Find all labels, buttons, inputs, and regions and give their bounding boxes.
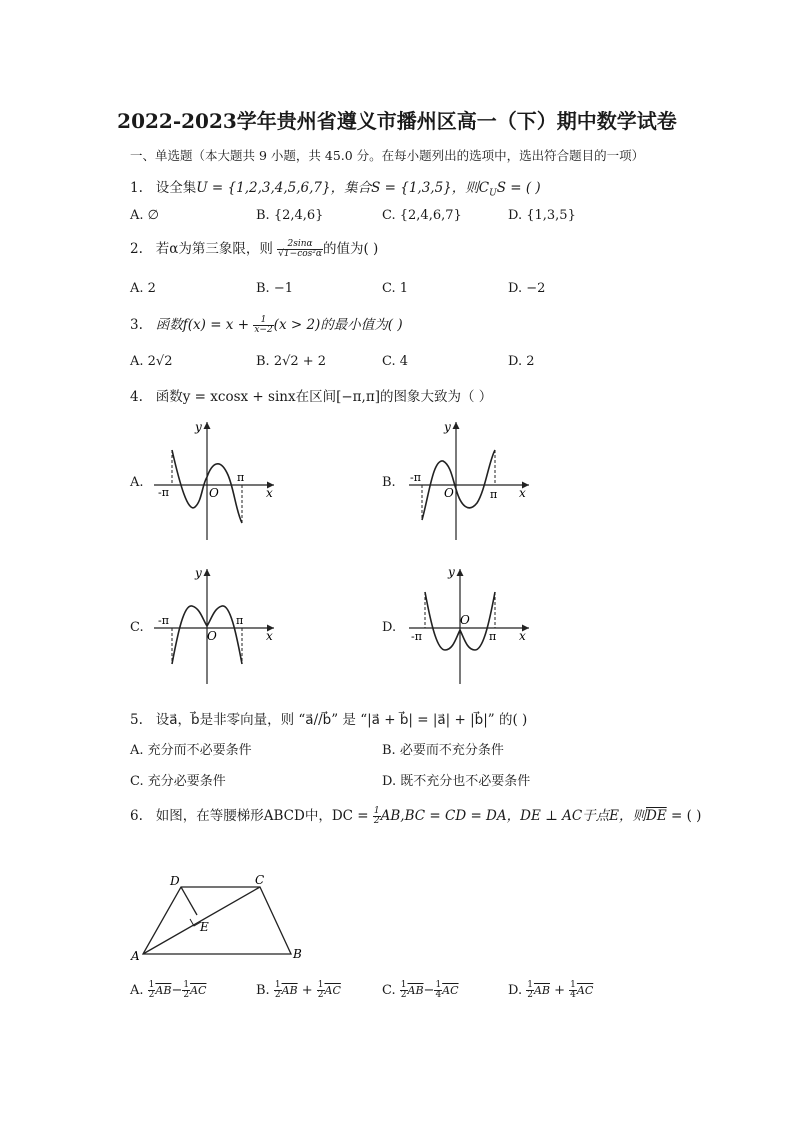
fraction (373, 807, 381, 826)
x-label: x (519, 486, 526, 500)
point-e-label: E (200, 920, 209, 934)
stem-math: S = ( ) (496, 180, 541, 196)
q6-option-d[interactable] (508, 981, 593, 1000)
operator: + (297, 983, 317, 998)
q6-option-a[interactable] (130, 981, 206, 1000)
question-1-stem (130, 176, 541, 199)
question-number: 4. (130, 389, 143, 405)
denominator: x−2 (254, 325, 273, 335)
vector: $\overline{AB}$ (407, 984, 424, 997)
vector-de: $\overline{DE}$ (646, 808, 667, 824)
q3-option-d[interactable]: D. 2 (508, 354, 535, 369)
q3-option-b[interactable]: B. 2√2 + 2 (256, 354, 327, 369)
question-number: 3. (130, 317, 143, 333)
y-label: y (448, 565, 455, 579)
question-4-stem (130, 385, 492, 405)
question-number: 5. (130, 712, 143, 728)
option-label: A. (130, 983, 144, 998)
q4-option-b[interactable]: B. (382, 475, 396, 490)
q5-option-d[interactable]: D. 既不充分也不必要条件 (382, 774, 531, 789)
pi-label: π (489, 630, 497, 643)
question-5-stem (130, 708, 527, 728)
fraction (526, 981, 534, 1000)
stem-math: U = {1,2,3,4,5,6,7}，集合 (196, 180, 372, 196)
neg-pi-label: -π (158, 486, 169, 499)
stem-text: 设a⃗，b⃗是非零向量，则 “a⃗//b⃗” 是 “|a⃗ + b⃗| = |a⃗| + |b⃗|” 的( ) (155, 712, 528, 728)
denominator: 2 (317, 990, 324, 1000)
q4-option-c[interactable]: C. (130, 620, 144, 635)
stem-subscript: U (489, 188, 497, 199)
graph-d (405, 562, 535, 690)
trapezoid-figure (128, 868, 318, 968)
point-a-label: A (131, 949, 140, 963)
origin-label: O (209, 486, 219, 500)
stem-text: 的值为( ) (322, 241, 379, 257)
vector: $\overline{AB}$ (533, 984, 550, 997)
vector: $\overline{AC}$ (576, 984, 594, 997)
stem-math: C (478, 180, 490, 196)
numerator: 1 (274, 980, 281, 990)
q1-option-b[interactable]: B. {2,4,6} (256, 208, 324, 223)
stem-math: (x > 2)的最小值为( ) (273, 317, 403, 333)
x-label: x (266, 629, 273, 643)
q3-option-a[interactable]: A. 2√2 (130, 354, 173, 369)
q5-option-a[interactable]: A. 充分而不必要条件 (130, 743, 252, 758)
neg-pi-label: -π (411, 630, 422, 643)
stem-text: 若α为第三象限，则 (155, 241, 273, 257)
q4-option-a[interactable]: A. (130, 475, 144, 490)
x-label: x (266, 486, 273, 500)
neg-pi-label: -π (158, 614, 169, 627)
q1-option-c[interactable]: C. {2,4,6,7} (382, 208, 462, 223)
option-label: D. (508, 983, 523, 998)
fraction (569, 981, 577, 1000)
fraction (317, 981, 325, 1000)
operator: − (171, 983, 183, 998)
stem-text: 设全集 (155, 180, 197, 196)
graph-a (150, 415, 280, 543)
question-6-stem (130, 804, 701, 826)
fraction (182, 981, 190, 1000)
q6-option-c[interactable] (382, 981, 459, 1000)
fraction (434, 981, 442, 1000)
q2-option-c[interactable]: C. 1 (382, 281, 409, 296)
graph-b (405, 415, 535, 543)
numerator: 1 (435, 980, 442, 990)
q2-option-a[interactable]: A. 2 (130, 281, 156, 296)
q3-option-c[interactable]: C. 4 (382, 354, 409, 369)
denominator: 2 (527, 990, 533, 1000)
pi-label: π (237, 471, 245, 484)
stem-math: AB,BC = CD = DA，DE ⊥ AC于点E，则 (380, 808, 647, 824)
stem-text: 函数y = xcosx + sinx在区间[−π,π]的图象大致为（ ） (155, 389, 493, 405)
question-2-stem (130, 237, 378, 259)
q5-option-b[interactable]: B. 必要而不充分条件 (382, 743, 504, 758)
numerator: 1 (260, 315, 267, 325)
segment-de (181, 887, 197, 915)
numerator: 1 (373, 806, 380, 816)
stem-text: = ( ) (666, 808, 702, 824)
fraction (253, 316, 273, 335)
numerator: 2sinα (287, 239, 313, 249)
numerator: 1 (317, 980, 324, 990)
denominator: 2 (183, 990, 190, 1000)
y-label: y (195, 420, 202, 434)
q2-option-d[interactable]: D. −2 (508, 281, 546, 296)
section-heading: 一、单选题（本大题共 9 小题，共 45.0 分。在每小题列出的选项中，选出符合题目的一项） (130, 148, 645, 163)
vector: $\overline{AC}$ (190, 984, 207, 997)
origin-label: O (460, 613, 470, 627)
origin-label: O (444, 486, 454, 500)
q2-option-b[interactable]: B. −1 (256, 281, 293, 296)
exam-title: 2022-2023学年贵州省遵义市播州区高一（下）期中数学试卷 (117, 109, 677, 133)
pi-label: π (236, 614, 244, 627)
question-number: 1. (130, 180, 143, 196)
y-label: y (195, 566, 202, 580)
denominator: 4 (570, 990, 576, 1000)
question-number: 2. (130, 241, 143, 257)
vector: $\overline{AC}$ (324, 984, 341, 997)
option-label: B. (256, 983, 270, 998)
denominator: 2 (274, 990, 281, 1000)
trapezoid (143, 887, 291, 954)
q6-option-b[interactable] (256, 981, 341, 1000)
origin-label: O (207, 629, 217, 643)
denominator: 2 (400, 990, 407, 1000)
operator: − (423, 983, 435, 998)
stem-math: 函数f(x) = x + (155, 317, 250, 333)
fraction (400, 981, 408, 1000)
stem-math: S = {1,3,5}，则 (371, 180, 479, 196)
fraction (277, 240, 323, 259)
question-3-stem (130, 313, 403, 335)
numerator: 1 (527, 980, 533, 990)
vector: $\overline{AB}$ (155, 984, 172, 997)
numerator: 1 (148, 980, 155, 990)
vector: $\overline{AC}$ (442, 984, 459, 997)
point-c-label: C (255, 873, 265, 887)
point-b-label: B (293, 947, 302, 961)
q4-option-d[interactable]: D. (382, 620, 397, 635)
point-d-label: D (170, 874, 180, 888)
operator: + (550, 983, 570, 998)
denominator: √1−cos²α (278, 249, 322, 259)
denominator: 2 (373, 816, 380, 826)
neg-pi-label: -π (410, 471, 421, 484)
pi-label: π (490, 488, 498, 501)
fraction (274, 981, 282, 1000)
q1-option-d[interactable]: D. {1,3,5} (508, 208, 576, 223)
denominator: 4 (435, 990, 442, 1000)
question-number: 6. (130, 808, 143, 824)
denominator: 2 (148, 990, 155, 1000)
numerator: 1 (183, 980, 190, 990)
stem-text: 如图，在等腰梯形ABCD中，DC = (155, 808, 369, 824)
numerator: 1 (570, 980, 576, 990)
q5-option-c[interactable]: C. 充分必要条件 (130, 774, 226, 789)
y-label: y (444, 420, 451, 434)
graph-c (150, 562, 280, 690)
option-label: C. (382, 983, 396, 998)
q1-option-a[interactable]: A. ∅ (130, 208, 159, 223)
x-label: x (519, 629, 526, 643)
numerator: 1 (400, 980, 407, 990)
vector: $\overline{AB}$ (281, 984, 298, 997)
